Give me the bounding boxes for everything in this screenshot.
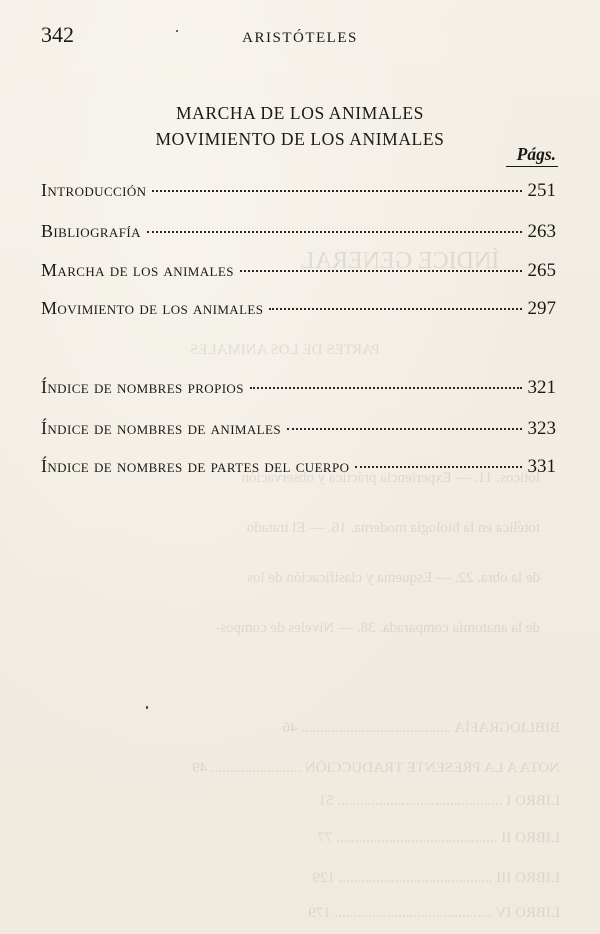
toc-entry-introduccion <box>41 180 556 204</box>
toc-leader-dots <box>355 466 521 468</box>
section-title-line-2: MOVIMIENTO DE LOS ANIMALES <box>155 129 445 149</box>
toc-entry-label: Índice de nombres propios <box>41 377 244 397</box>
ink-speck <box>146 706 148 709</box>
toc-entry-page: 331 <box>527 456 556 477</box>
toc-entry-page: 265 <box>527 260 556 281</box>
bleed-through-decoration: de la anatomía comparada. 38. — Niveles de compos- <box>215 620 540 636</box>
pages-heading-rule <box>506 166 558 167</box>
toc-leader-dots <box>240 270 522 272</box>
bleed-through-decoration: LIBRO II ........................................... 77 <box>317 830 560 846</box>
section-title-line-1: MARCHA DE LOS ANIMALES <box>175 103 424 123</box>
toc-entry-movimiento <box>41 298 556 322</box>
toc-leader-dots <box>147 231 522 233</box>
bleed-through-decoration: BIBLIOGRAFÍA ........................................ 46 <box>282 720 560 736</box>
toc-entry-indice-nombres-propios <box>41 377 556 401</box>
toc-entry-label: Marcha de los animales <box>41 260 234 280</box>
pages-column-heading: Págs. <box>516 144 556 164</box>
bleed-through-decoration: NOTA A LA PRESENTE TRADUCCIÓN ........................ 49 <box>192 760 560 776</box>
bleed-through-decoration: LIBRO IV .......................................... 179 <box>308 905 560 921</box>
bleed-through-decoration: LIBRO III ......................................... 129 <box>312 870 560 886</box>
bleed-through-decoration: lóticos. 11. — Experiencia práctica y observación <box>241 470 540 486</box>
toc-entry-label: Índice de nombres de animales <box>41 418 281 438</box>
toc-leader-dots <box>152 190 521 192</box>
toc-entry-bibliografia <box>41 221 556 245</box>
toc-entry-indice-partes-cuerpo <box>41 456 556 480</box>
toc-entry-page: 297 <box>527 298 556 319</box>
toc-leader-dots <box>287 428 522 430</box>
bleed-through-decoration: LIBRO I ............................................ 51 <box>318 793 560 809</box>
ink-speck <box>176 30 178 32</box>
toc-entry-label: Índice de nombres de partes del cuerpo <box>41 456 350 476</box>
page-number: 342 <box>41 22 74 47</box>
toc-entry-label: Introducción <box>41 180 147 200</box>
toc-entry-page: 263 <box>527 221 556 242</box>
bleed-through-decoration: totélica en la biología moderna. 16. — El tratado <box>246 520 540 536</box>
running-title: ARISTÓTELES <box>242 30 358 46</box>
toc-entry-page: 251 <box>527 180 556 201</box>
bleed-through-decoration: PARTES DE LOS ANIMALES <box>190 342 380 358</box>
toc-entry-marcha <box>41 260 556 284</box>
bleed-through-decoration: de la obra. 22. — Esquema y clasificación de los <box>247 570 540 586</box>
toc-leader-dots <box>269 308 521 310</box>
toc-entry-label: Bibliografía <box>41 221 141 241</box>
bleed-through-decoration: ÍNDICE GENERAL <box>300 248 500 274</box>
toc-entry-page: 323 <box>527 418 556 439</box>
toc-entry-indice-animales <box>41 418 556 442</box>
toc-entry-page: 321 <box>527 377 556 398</box>
toc-entry-label: Movimiento de los animales <box>41 298 264 318</box>
toc-leader-dots <box>250 387 522 389</box>
